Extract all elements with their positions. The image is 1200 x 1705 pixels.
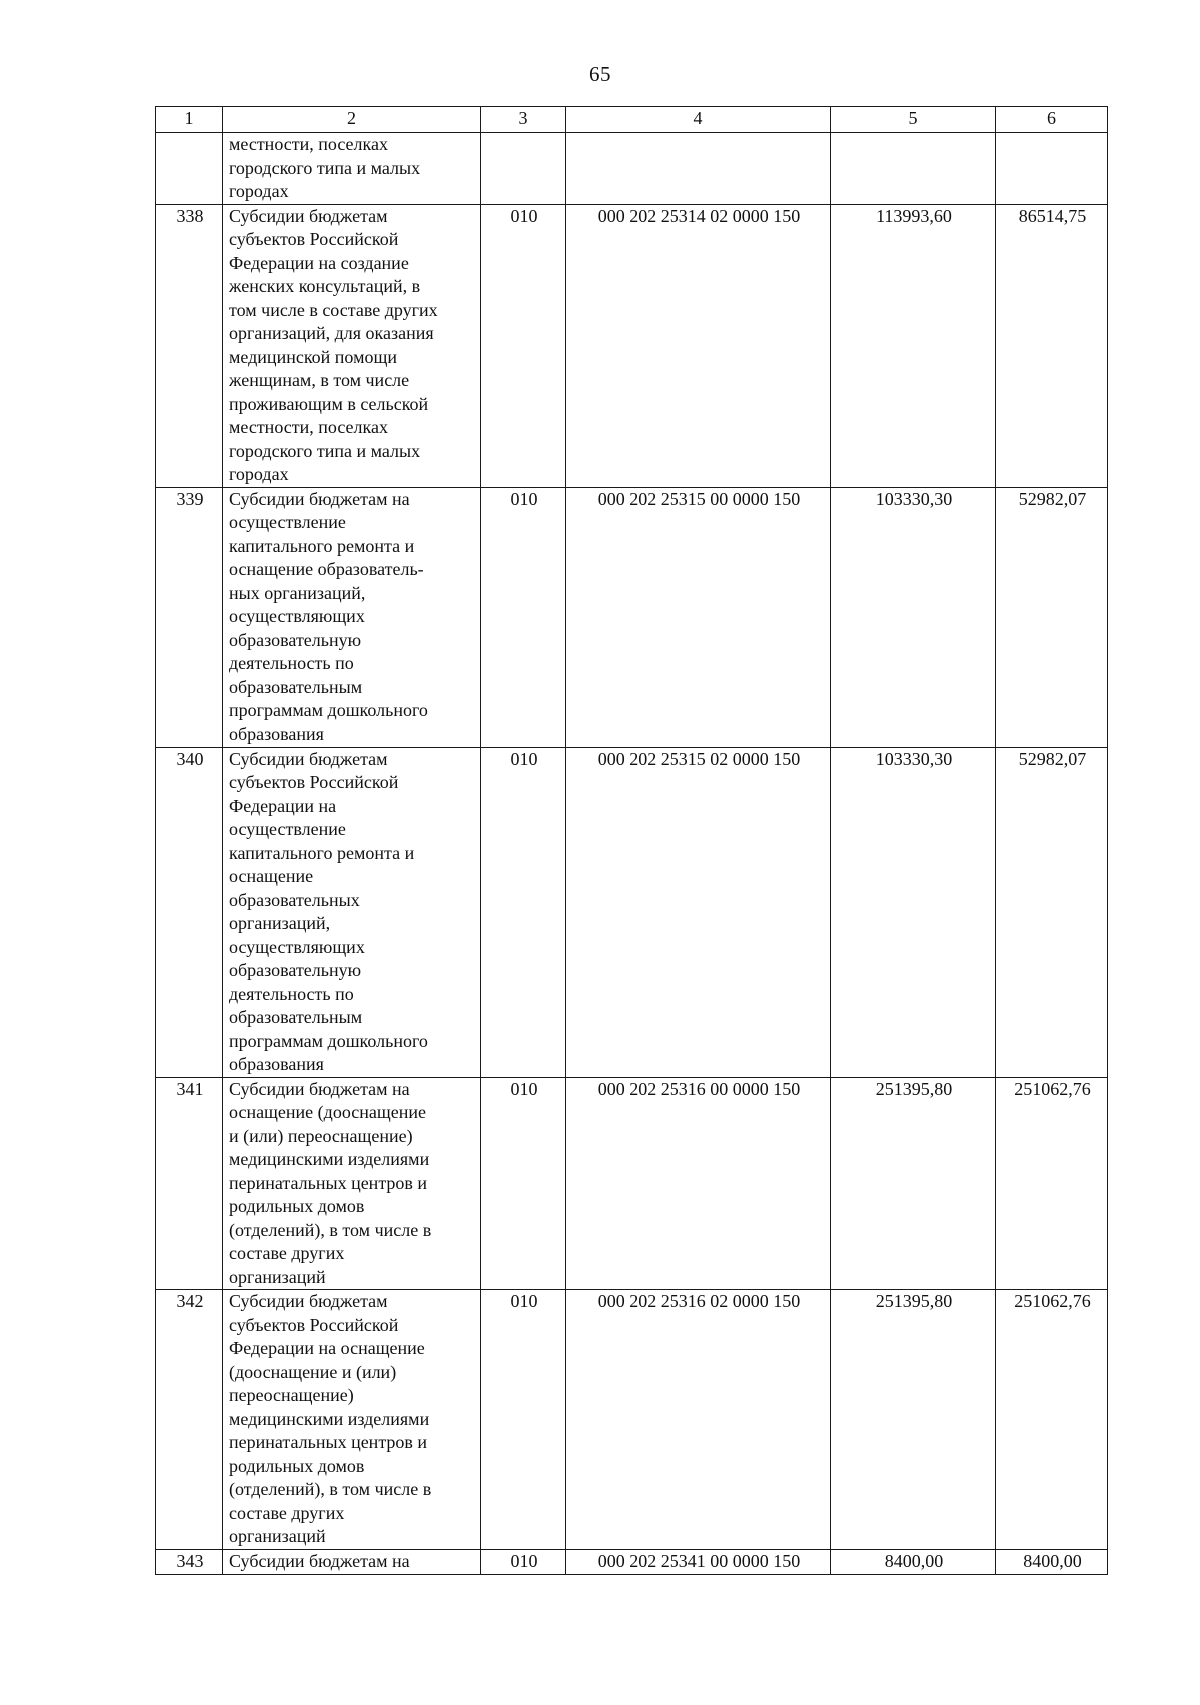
row-description — [223, 747, 481, 1077]
description-line: (дооснащение и (или) — [229, 1361, 397, 1382]
row-value-col5 — [831, 133, 996, 205]
header-col-6: 6 — [996, 107, 1108, 133]
description-line: капитального ремонта и — [229, 535, 415, 556]
row-admin-code: 010 — [481, 1290, 566, 1550]
description-line: деятельность по — [229, 983, 354, 1004]
page-number: 65 — [589, 62, 611, 86]
row-value-col6: 251062,76 — [996, 1077, 1108, 1290]
row-admin-code: 010 — [481, 204, 566, 487]
row-value-col5: 103330,30 — [831, 747, 996, 1077]
row-description — [223, 204, 481, 487]
row-admin-code: 010 — [481, 1077, 566, 1290]
description-line: программам дошкольного — [229, 700, 428, 720]
table-row — [156, 747, 1108, 1077]
description-line: образовательным — [229, 676, 363, 697]
header-col-5: 5 — [831, 107, 996, 133]
description-line: составе других — [229, 1502, 345, 1523]
description-line: субъектов Российской — [229, 772, 399, 792]
description-line: медицинской помощи — [229, 346, 397, 367]
description-line: деятельность по — [229, 653, 354, 673]
row-admin-code: 010 — [481, 1549, 566, 1574]
row-budget-code: 000 202 25316 00 0000 150 — [566, 1077, 831, 1290]
row-value-col6: 251062,76 — [996, 1290, 1108, 1550]
row-budget-code: 000 202 25314 02 0000 150 — [566, 204, 831, 487]
table-row — [156, 487, 1108, 747]
description-line: перинатальных центров и — [229, 1432, 428, 1452]
description-line: осуществляющих — [229, 936, 365, 957]
row-admin-code: 010 — [481, 487, 566, 747]
row-number: 340 — [156, 747, 223, 1077]
description-line: ных организаций, — [229, 582, 366, 603]
table-row — [156, 133, 1108, 205]
description-line: медицинскими изделиями — [229, 1149, 430, 1169]
row-description — [223, 1290, 481, 1550]
description-line: женских консультаций, в — [229, 276, 421, 296]
row-description — [223, 487, 481, 747]
description-line: образовательную — [229, 960, 362, 980]
table-header — [156, 107, 1108, 133]
description-line: образования — [229, 723, 324, 744]
description-line: оснащение образователь- — [229, 559, 424, 579]
description-line: субъектов Российской — [229, 1314, 399, 1335]
row-number: 343 — [156, 1549, 223, 1574]
description-line: капитального ремонта и — [229, 842, 415, 863]
description-line: городах — [229, 181, 289, 201]
description-line: городах — [229, 464, 289, 484]
description-line: и (или) переоснащение) — [229, 1125, 413, 1146]
row-number: 341 — [156, 1077, 223, 1290]
description-line: оснащение — [229, 866, 314, 886]
table-row — [156, 204, 1108, 487]
row-value-col5: 8400,00 — [831, 1549, 996, 1574]
description-line: Федерации на оснащение — [229, 1338, 425, 1358]
row-budget-code: 000 202 25315 00 0000 150 — [566, 487, 831, 747]
description-line: субъектов Российской — [229, 229, 399, 249]
row-budget-code: 000 202 25341 00 0000 150 — [566, 1549, 831, 1574]
description-line: образовательным — [229, 1007, 363, 1027]
description-line: Субсидии бюджетам — [229, 205, 388, 226]
row-admin-code — [481, 133, 566, 205]
description-line: городского типа и малых — [229, 440, 421, 461]
description-line: (отделений), в том числе в — [229, 1219, 432, 1240]
description-line: образовательную — [229, 629, 362, 650]
description-line: организаций, — [229, 913, 331, 933]
table-row — [156, 1077, 1108, 1290]
description-line: переоснащение) — [229, 1385, 354, 1405]
row-value-col6: 8400,00 — [996, 1549, 1108, 1574]
row-value-col5: 113993,60 — [831, 204, 996, 487]
table-row — [156, 1290, 1108, 1550]
description-line: Субсидии бюджетам — [229, 1291, 388, 1311]
description-line: оснащение (дооснащение — [229, 1102, 426, 1122]
row-value-col5: 251395,80 — [831, 1290, 996, 1550]
description-line: Субсидии бюджетам на — [229, 1078, 410, 1099]
row-number — [156, 133, 223, 205]
row-value-col6: 52982,07 — [996, 487, 1108, 747]
row-value-col6: 52982,07 — [996, 747, 1108, 1077]
description-line: местности, поселках — [229, 417, 388, 437]
row-value-col6: 86514,75 — [996, 204, 1108, 487]
description-line: Федерации на — [229, 795, 337, 816]
header-col-1: 1 — [156, 107, 223, 133]
description-line: Субсидии бюджетам на — [229, 1550, 410, 1571]
row-budget-code: 000 202 25315 02 0000 150 — [566, 747, 831, 1077]
description-line: образовательных — [229, 889, 360, 910]
row-number: 342 — [156, 1290, 223, 1550]
row-description — [223, 1077, 481, 1290]
row-value-col5: 251395,80 — [831, 1077, 996, 1290]
description-line: осуществляющих — [229, 606, 365, 626]
header-col-4: 4 — [566, 107, 831, 133]
description-line: городского типа и малых — [229, 157, 421, 178]
table-body — [156, 133, 1108, 1575]
description-line: перинатальных центров и — [229, 1172, 428, 1193]
header-col-2: 2 — [223, 107, 481, 133]
header-row — [156, 107, 1108, 133]
row-value-col6 — [996, 133, 1108, 205]
row-admin-code: 010 — [481, 747, 566, 1077]
row-budget-code: 000 202 25316 02 0000 150 — [566, 1290, 831, 1550]
header-col-3: 3 — [481, 107, 566, 133]
row-value-col5: 103330,30 — [831, 487, 996, 747]
row-description — [223, 1549, 481, 1574]
description-line: родильных домов — [229, 1455, 365, 1476]
description-line: проживающим в сельской — [229, 393, 429, 414]
description-line: (отделений), в том числе в — [229, 1479, 432, 1499]
row-budget-code — [566, 133, 831, 205]
description-line: медицинскими изделиями — [229, 1408, 430, 1429]
description-line: том числе в составе других — [229, 299, 438, 320]
description-line: Субсидии бюджетам — [229, 748, 388, 769]
description-line: составе других — [229, 1243, 345, 1263]
description-line: образования — [229, 1054, 324, 1074]
description-line: осуществление — [229, 819, 346, 839]
table-row — [156, 1549, 1108, 1574]
description-line: родильных домов — [229, 1196, 365, 1216]
description-line: осуществление — [229, 512, 346, 532]
description-line: организаций, для оказания — [229, 323, 434, 343]
row-number: 338 — [156, 204, 223, 487]
row-number: 339 — [156, 487, 223, 747]
description-line: местности, поселках — [229, 134, 388, 154]
description-line: Федерации на создание — [229, 252, 409, 273]
description-line: организаций — [229, 1266, 326, 1287]
row-description — [223, 133, 481, 205]
description-line: организаций — [229, 1526, 326, 1546]
description-line: Субсидии бюджетам на — [229, 488, 410, 509]
description-line: программам дошкольного — [229, 1030, 428, 1051]
budget-table — [155, 106, 1108, 1575]
description-line: женщинам, в том числе — [229, 370, 410, 390]
